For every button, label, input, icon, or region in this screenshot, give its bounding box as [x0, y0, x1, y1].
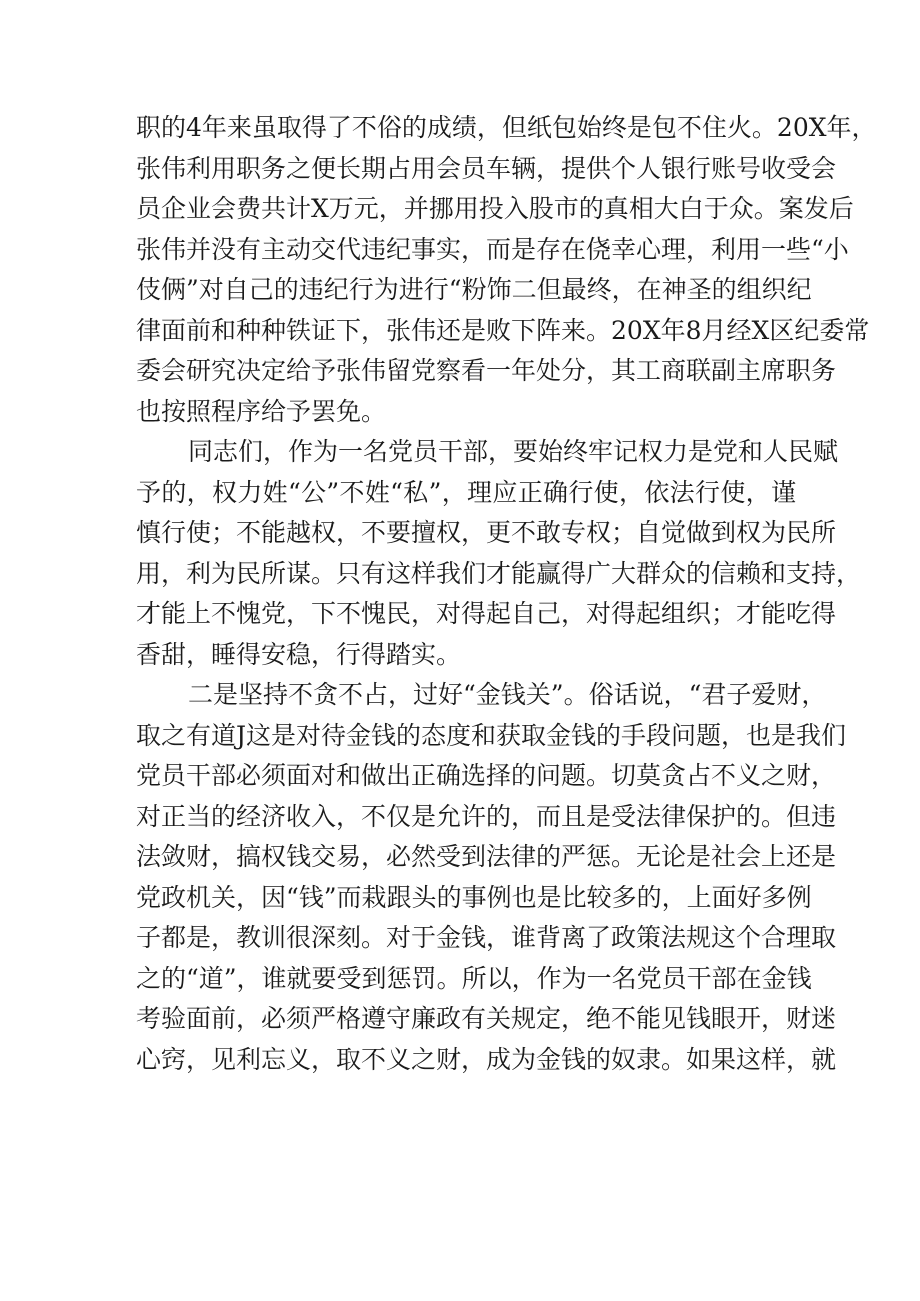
- text-line: 二是坚持不贪不占，过好“金钱关”。俗话说，“君子爱财，: [188, 680, 827, 709]
- paragraph-case-summary: [136, 108, 877, 432]
- text-line: 子都是，教训很深刻。对于金钱，谁背离了政策法规这个合理取: [136, 923, 837, 952]
- text-line: 对正当的经济收入，不仅是允许的，而且是受法律保护的。但违: [136, 801, 837, 831]
- text-line: 员企业会费共计X万元，并挪用投入股市的真相大白于众。案发后: [136, 194, 854, 223]
- text-line: 伎俩”对自己的违纪行为进行“粉饰二但最终，在神圣的组织纪: [136, 275, 812, 304]
- text-line: 张伟利用职务之便长期占用会员车辆，提供个人银行账号收受会: [136, 153, 837, 183]
- text-line: 也按照程序给予罢免。: [136, 396, 387, 426]
- paragraph-money-test: [136, 675, 847, 1080]
- text-line: 之的“道”，谁就要受到惩罚。所以，作为一名党员干部在金钱: [136, 963, 812, 993]
- text-line: 考验面前，必须严格遵守廉政有关规定，绝不能见钱眼开，财迷: [136, 1004, 837, 1033]
- text-line: 张伟并没有主动交代违纪事实，而是存在侥幸心理，利用一些“小: [136, 234, 849, 264]
- text-line: 取之有道J这是对待金钱的态度和获取金钱的手段问题，也是我们: [136, 720, 847, 750]
- text-line: 同志们，作为一名党员干部，要始终牢记权力是党和人民赋: [188, 437, 839, 466]
- text-line: 法敛财，搞权钱交易，必然受到法律的严惩。无论是社会上还是: [136, 842, 837, 871]
- text-line: 委会研究决定给予张伟留党察看一年处分，其工商联副主席职务: [136, 356, 837, 385]
- text-line: 党政机关，因“钱”而栽跟头的事例也是比较多的，上面好多例: [136, 882, 812, 912]
- document-body: [136, 108, 877, 1080]
- text-line: 才能上不愧党，下不愧民，对得起自己，对得起组织；才能吃得: [136, 599, 837, 628]
- text-line: 用，利为民所谋。只有这样我们才能赢得广大群众的信赖和支持，: [136, 558, 862, 588]
- text-line: 职的4年来虽取得了不俗的成绩，但纸包始终是包不住火。20X年，: [136, 113, 877, 142]
- text-line: 党员干部必须面对和做出正确选择的问题。切莫贪占不义之财，: [136, 761, 837, 790]
- text-line: 香甜，睡得安稳，行得踏实。: [136, 639, 462, 669]
- text-line: 律面前和种种铁证下，张伟还是败下阵来。20X年8月经X区纪委常: [136, 315, 870, 345]
- text-line: 心窍，见利忘义，取不义之财，成为金钱的奴隶。如果这样，就: [136, 1044, 837, 1074]
- paragraph-power-usage: [136, 432, 862, 675]
- text-line: 予的，权力姓“公”不姓“私”，理应正确行使，依法行使，谨: [136, 477, 796, 507]
- text-line: 慎行使；不能越权，不要擅权，更不敢专权；自觉做到权为民所: [136, 518, 837, 547]
